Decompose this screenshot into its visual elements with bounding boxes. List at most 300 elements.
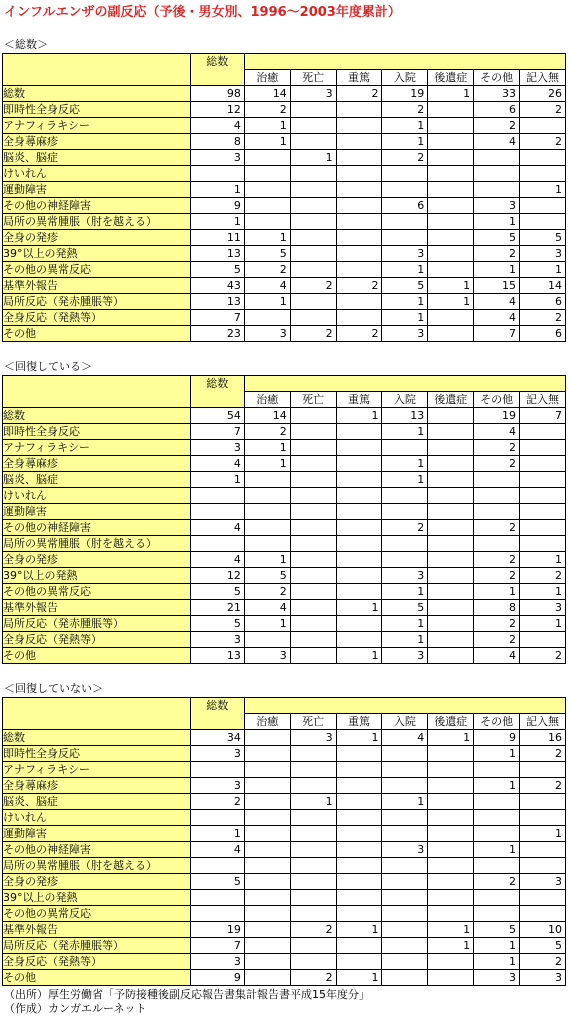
table-cell: 16 <box>520 730 566 746</box>
table-cell: 1 <box>382 584 428 600</box>
table-cell <box>520 456 566 472</box>
table-cell <box>244 858 290 874</box>
table-cell <box>382 552 428 568</box>
table-cell <box>428 568 474 584</box>
table-cell <box>190 890 244 906</box>
table-cell: 1 <box>244 134 290 150</box>
table-cell <box>474 810 520 826</box>
column-header: 入院 <box>382 70 428 86</box>
table-cell <box>428 616 474 632</box>
table-cell: 1 <box>474 938 520 954</box>
table-cell: 2 <box>474 552 520 568</box>
stats-table <box>2 53 566 342</box>
table-cell <box>428 858 474 874</box>
table-cell: 1 <box>428 294 474 310</box>
column-header: 治癒 <box>244 70 290 86</box>
table-cell <box>428 536 474 552</box>
column-header: 後遺症 <box>428 70 474 86</box>
table-cell: 1 <box>474 214 520 230</box>
table-cell <box>428 504 474 520</box>
row-label: 脳炎、脳症 <box>3 472 191 488</box>
table-cell: 2 <box>520 778 566 794</box>
section-label: ＜回復している＞ <box>4 360 92 373</box>
row-label: 即時性全身反応 <box>3 102 191 118</box>
column-header: その他 <box>474 70 520 86</box>
table-cell <box>244 938 290 954</box>
table-cell: 2 <box>520 134 566 150</box>
table-cell: 1 <box>474 584 520 600</box>
table-cell <box>190 810 244 826</box>
row-label: 局所反応（発赤腫脹等） <box>3 616 191 632</box>
table-cell: 7 <box>520 408 566 424</box>
header-row <box>3 54 566 70</box>
table-cell: 1 <box>382 294 428 310</box>
table-cell: 1 <box>336 922 382 938</box>
table-cell: 2 <box>520 648 566 664</box>
row-label: アナフィラキシー <box>3 762 191 778</box>
table-cell <box>428 102 474 118</box>
header-spacer <box>244 698 565 714</box>
table-cell <box>336 504 382 520</box>
table-cell: 9 <box>190 198 244 214</box>
table-cell <box>244 970 290 986</box>
table-row <box>3 214 566 230</box>
table-cell: 4 <box>190 456 244 472</box>
table-cell <box>428 150 474 166</box>
table-cell <box>336 826 382 842</box>
table-row <box>3 922 566 938</box>
table-cell <box>290 584 336 600</box>
table-cell: 2 <box>520 954 566 970</box>
table-cell: 2 <box>290 278 336 294</box>
table-cell: 1 <box>474 262 520 278</box>
table-cell: 1 <box>244 294 290 310</box>
table-cell <box>290 118 336 134</box>
table-cell: 15 <box>474 278 520 294</box>
table-row <box>3 118 566 134</box>
table-cell <box>336 536 382 552</box>
table-cell: 23 <box>190 326 244 342</box>
table-cell: 1 <box>382 456 428 472</box>
table-row <box>3 746 566 762</box>
table-cell <box>244 536 290 552</box>
table-cell <box>336 440 382 456</box>
table-cell: 2 <box>474 440 520 456</box>
row-label: 基準外報告 <box>3 278 191 294</box>
table-cell <box>382 810 428 826</box>
table-cell <box>336 842 382 858</box>
table-cell: 1 <box>244 230 290 246</box>
table-cell: 26 <box>520 86 566 102</box>
table-row <box>3 424 566 440</box>
table-cell <box>336 632 382 648</box>
table-cell: 3 <box>190 954 244 970</box>
table-cell <box>336 424 382 440</box>
table-cell <box>244 874 290 890</box>
table-cell: 5 <box>520 230 566 246</box>
row-label: その他 <box>3 648 191 664</box>
column-header: 重篤 <box>336 714 382 730</box>
row-label: その他の神経障害 <box>3 520 191 536</box>
column-header: 後遺症 <box>428 392 474 408</box>
table-cell <box>428 118 474 134</box>
table-cell <box>336 858 382 874</box>
section-label: ＜回復していない＞ <box>4 682 103 695</box>
table-cell <box>336 294 382 310</box>
table-cell: 2 <box>520 102 566 118</box>
column-header: 死亡 <box>290 392 336 408</box>
table-cell <box>428 198 474 214</box>
table-cell <box>290 424 336 440</box>
table-cell <box>474 472 520 488</box>
table-cell: 3 <box>474 970 520 986</box>
table-cell: 3 <box>520 246 566 262</box>
table-cell: 3 <box>382 246 428 262</box>
table-cell <box>520 166 566 182</box>
row-label: 39°以上の発熱 <box>3 568 191 584</box>
table-cell <box>290 536 336 552</box>
table-cell <box>428 262 474 278</box>
table-cell: 2 <box>382 102 428 118</box>
table-cell: 1 <box>244 616 290 632</box>
table-cell: 1 <box>520 552 566 568</box>
table-cell: 2 <box>474 616 520 632</box>
table-cell: 4 <box>474 294 520 310</box>
table-cell <box>336 810 382 826</box>
table-cell <box>520 810 566 826</box>
table-cell: 1 <box>190 182 244 198</box>
table-cell <box>336 150 382 166</box>
table-cell <box>428 632 474 648</box>
table-cell: 4 <box>190 520 244 536</box>
table-cell: 1 <box>190 214 244 230</box>
table-cell <box>520 762 566 778</box>
row-label: 全身反応（発熱等） <box>3 632 191 648</box>
table-cell: 2 <box>244 262 290 278</box>
header-spacer <box>244 376 565 392</box>
table-row <box>3 778 566 794</box>
table-cell: 33 <box>474 86 520 102</box>
table-row <box>3 326 566 342</box>
table-cell: 1 <box>382 424 428 440</box>
row-label: 全身反応（発熱等） <box>3 954 191 970</box>
author-note: （作成）カンガエルーネット <box>4 1002 147 1015</box>
table-cell <box>336 456 382 472</box>
table-cell <box>428 182 474 198</box>
table-cell <box>290 408 336 424</box>
table-cell: 4 <box>474 424 520 440</box>
row-label: 局所の異常腫脹（肘を越える） <box>3 214 191 230</box>
table-cell: 4 <box>474 310 520 326</box>
source-note: （出所）厚生労働省「予防接種後副反応報告書集計報告書平成15年度分」 <box>4 988 370 1001</box>
table-row <box>3 858 566 874</box>
section-label: ＜総数＞ <box>4 38 48 51</box>
table-cell <box>244 842 290 858</box>
table-cell <box>336 778 382 794</box>
table-cell <box>382 230 428 246</box>
table-cell: 2 <box>474 632 520 648</box>
table-cell <box>336 794 382 810</box>
table-cell: 14 <box>244 86 290 102</box>
table-cell <box>474 504 520 520</box>
table-cell <box>244 826 290 842</box>
table-cell <box>244 310 290 326</box>
table-cell <box>290 600 336 616</box>
table-cell <box>520 842 566 858</box>
table-cell <box>428 310 474 326</box>
table-row <box>3 906 566 922</box>
row-label: けいれん <box>3 810 191 826</box>
table-cell <box>244 214 290 230</box>
table-row <box>3 262 566 278</box>
table-row <box>3 294 566 310</box>
column-header: 重篤 <box>336 392 382 408</box>
table-row <box>3 230 566 246</box>
table-cell <box>428 762 474 778</box>
table-cell <box>190 536 244 552</box>
table-row <box>3 568 566 584</box>
column-header: その他 <box>474 392 520 408</box>
table-cell <box>290 440 336 456</box>
table-cell <box>428 472 474 488</box>
header-blank <box>3 376 191 408</box>
table-cell <box>336 246 382 262</box>
table-cell <box>290 842 336 858</box>
table-cell: 1 <box>474 778 520 794</box>
table-cell <box>290 778 336 794</box>
page-title: インフルエンザの副反応（予後・男女別、1996～2003年度累計） <box>4 5 401 20</box>
table-cell: 43 <box>190 278 244 294</box>
table-cell: 5 <box>190 262 244 278</box>
table-cell <box>382 504 428 520</box>
table-cell <box>428 230 474 246</box>
table-cell: 5 <box>382 600 428 616</box>
table-cell: 1 <box>520 826 566 842</box>
table-cell <box>244 488 290 504</box>
row-label: 即時性全身反応 <box>3 746 191 762</box>
table-cell <box>290 246 336 262</box>
table-cell: 1 <box>520 584 566 600</box>
table-cell <box>290 858 336 874</box>
stats-table <box>2 375 566 664</box>
table-cell: 3 <box>190 778 244 794</box>
table-cell: 2 <box>382 520 428 536</box>
table-cell <box>336 198 382 214</box>
table-cell: 9 <box>474 730 520 746</box>
table-cell <box>336 182 382 198</box>
table-cell <box>290 472 336 488</box>
table-cell: 5 <box>190 584 244 600</box>
table-cell <box>336 938 382 954</box>
table-cell: 3 <box>244 648 290 664</box>
table-cell: 1 <box>520 616 566 632</box>
table-cell <box>336 214 382 230</box>
table-cell: 2 <box>382 150 428 166</box>
table-cell <box>290 552 336 568</box>
table-cell <box>428 826 474 842</box>
table-cell <box>474 906 520 922</box>
table-cell: 2 <box>520 310 566 326</box>
row-label: 基準外報告 <box>3 600 191 616</box>
table-cell <box>474 182 520 198</box>
table-cell <box>290 762 336 778</box>
table-cell <box>520 858 566 874</box>
table-cell: 1 <box>336 970 382 986</box>
row-label: 局所反応（発赤腫脹等） <box>3 294 191 310</box>
table-cell <box>382 214 428 230</box>
table-cell: 2 <box>336 278 382 294</box>
table-cell: 4 <box>474 134 520 150</box>
table-cell: 1 <box>336 600 382 616</box>
table-cell <box>474 890 520 906</box>
table-cell: 1 <box>520 262 566 278</box>
table-cell: 3 <box>190 150 244 166</box>
row-label: アナフィラキシー <box>3 440 191 456</box>
table-cell <box>244 150 290 166</box>
table-cell: 1 <box>428 938 474 954</box>
table-cell: 5 <box>474 922 520 938</box>
table-cell <box>290 890 336 906</box>
table-row <box>3 954 566 970</box>
table-cell <box>290 230 336 246</box>
table-row <box>3 182 566 198</box>
row-label: その他 <box>3 326 191 342</box>
row-label: 全身蕁麻疹 <box>3 456 191 472</box>
header-spacer <box>244 54 565 70</box>
column-header: 記入無 <box>520 70 566 86</box>
column-header: 死亡 <box>290 70 336 86</box>
row-label: 全身反応（発熱等） <box>3 310 191 326</box>
table-cell: 5 <box>244 246 290 262</box>
table-cell <box>428 810 474 826</box>
table-cell <box>382 954 428 970</box>
table-cell <box>382 890 428 906</box>
table-cell <box>290 826 336 842</box>
table-cell <box>244 778 290 794</box>
row-label: アナフィラキシー <box>3 118 191 134</box>
table-cell: 5 <box>190 616 244 632</box>
table-cell: 1 <box>428 730 474 746</box>
table-cell: 9 <box>190 970 244 986</box>
row-label: 全身蕁麻疹 <box>3 134 191 150</box>
table-cell <box>474 488 520 504</box>
table-cell <box>428 874 474 890</box>
table-row <box>3 456 566 472</box>
table-cell <box>244 632 290 648</box>
table-cell: 3 <box>190 440 244 456</box>
table-cell <box>520 214 566 230</box>
table-row <box>3 520 566 536</box>
table-cell: 6 <box>382 198 428 214</box>
table-cell <box>382 858 428 874</box>
table-cell <box>474 536 520 552</box>
table-cell <box>474 150 520 166</box>
table-cell: 14 <box>520 278 566 294</box>
table-cell <box>474 826 520 842</box>
table-cell: 7 <box>474 326 520 342</box>
table-cell: 4 <box>190 552 244 568</box>
row-label: 局所反応（発赤腫脹等） <box>3 938 191 954</box>
table-cell <box>336 488 382 504</box>
table-cell: 98 <box>190 86 244 102</box>
row-label: 基準外報告 <box>3 922 191 938</box>
table-cell <box>290 214 336 230</box>
table-cell: 2 <box>520 568 566 584</box>
row-label: 総数 <box>3 86 191 102</box>
column-header: その他 <box>474 714 520 730</box>
table-cell <box>336 134 382 150</box>
table-cell <box>428 584 474 600</box>
table-cell <box>290 488 336 504</box>
table-cell <box>382 762 428 778</box>
table-cell: 1 <box>474 954 520 970</box>
table-cell <box>428 246 474 262</box>
table-cell: 2 <box>474 246 520 262</box>
table-cell <box>428 794 474 810</box>
table-cell <box>244 730 290 746</box>
table-cell <box>244 922 290 938</box>
table-cell <box>520 632 566 648</box>
table-row <box>3 166 566 182</box>
table-cell: 4 <box>244 600 290 616</box>
table-cell: 4 <box>190 118 244 134</box>
table-cell <box>428 326 474 342</box>
table-cell <box>382 440 428 456</box>
table-cell: 3 <box>382 326 428 342</box>
table-cell: 6 <box>474 102 520 118</box>
table-cell <box>190 906 244 922</box>
table-cell <box>336 102 382 118</box>
table-cell <box>520 150 566 166</box>
row-label: 局所の異常腫脹（肘を越える） <box>3 858 191 874</box>
table-cell <box>290 520 336 536</box>
table-cell: 1 <box>382 118 428 134</box>
table-cell <box>290 616 336 632</box>
table-cell: 1 <box>474 746 520 762</box>
table-cell: 1 <box>244 440 290 456</box>
table-cell <box>336 584 382 600</box>
table-cell: 1 <box>244 456 290 472</box>
table-cell: 3 <box>474 198 520 214</box>
table-cell: 5 <box>474 230 520 246</box>
table-cell <box>190 858 244 874</box>
table-cell <box>336 954 382 970</box>
table-cell <box>290 746 336 762</box>
table-cell <box>290 938 336 954</box>
table-cell <box>244 890 290 906</box>
table-cell <box>244 198 290 214</box>
table-cell <box>428 600 474 616</box>
row-label: その他の異常反応 <box>3 262 191 278</box>
table-cell <box>244 472 290 488</box>
table-cell: 1 <box>382 262 428 278</box>
table-cell: 3 <box>190 632 244 648</box>
table-cell <box>290 906 336 922</box>
table-cell: 5 <box>520 938 566 954</box>
table-cell: 2 <box>520 746 566 762</box>
table-cell <box>244 182 290 198</box>
table-row <box>3 552 566 568</box>
table-cell: 3 <box>520 874 566 890</box>
table-row <box>3 730 566 746</box>
table-cell <box>190 166 244 182</box>
table-cell: 4 <box>382 730 428 746</box>
table-cell: 3 <box>290 730 336 746</box>
table-cell <box>428 954 474 970</box>
table-cell: 1 <box>382 134 428 150</box>
table-cell <box>290 102 336 118</box>
column-header-total: 総数 <box>190 54 244 86</box>
